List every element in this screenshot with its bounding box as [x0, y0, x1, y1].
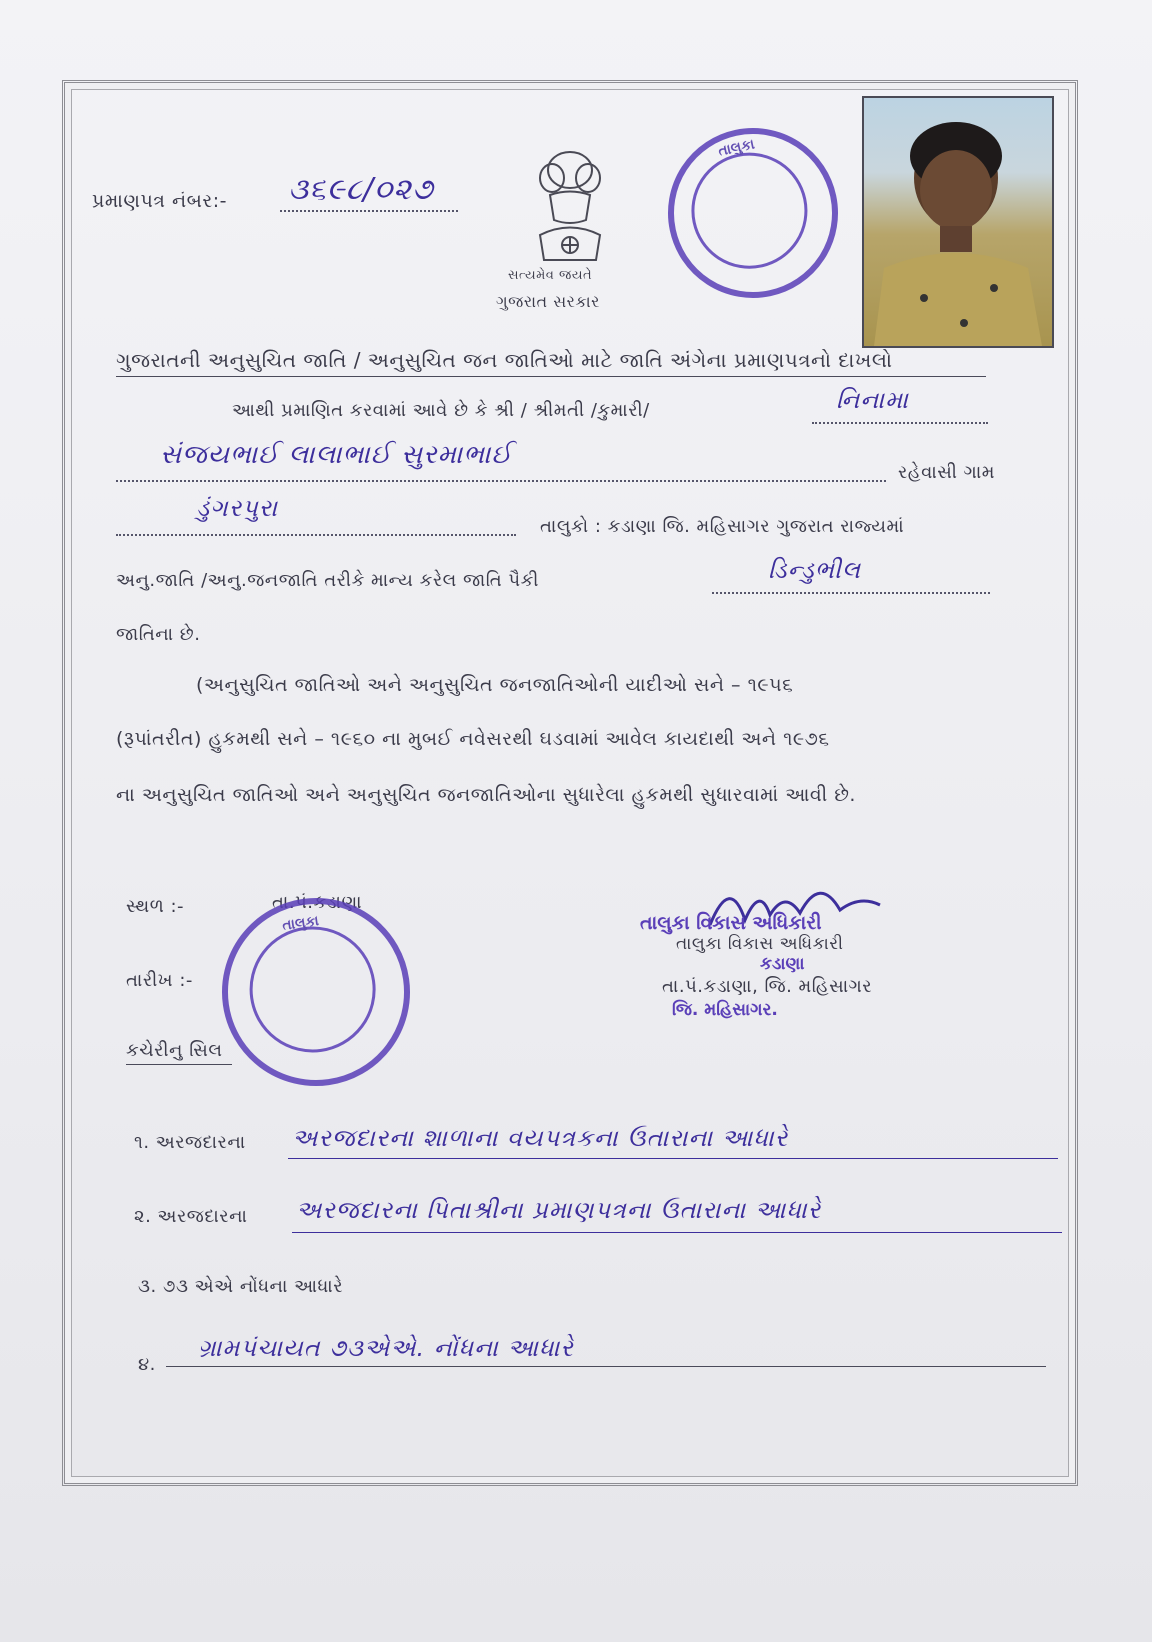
caste-value: ડિન્ડુભીલ — [768, 556, 862, 584]
place-label: સ્થળ :- — [126, 896, 185, 917]
certificate-title: ગુજરાતની અનુસુચિત જાતિ / અનુસુચિત જન જાતિઓ માટે જાતિ અંગેના પ્રમાણપત્રનો દાખલો — [116, 348, 893, 372]
emblem-caption: ગુજરાત સરકાર — [496, 292, 600, 311]
date-label: તારીખ :- — [126, 970, 193, 991]
paragraph-line-2: (રૂપાંતરીત) હુકમથી સને – ૧૯૬૦ ના મુબઈ નવેસરથી ઘડવામાં આવેલ કાયદાથી અને ૧૯૭૬ — [116, 728, 830, 750]
seal-label-underline — [126, 1064, 232, 1065]
office-seal-label: કચેરીનુ સિલ — [126, 1040, 223, 1061]
officer-stamp-place: કડાણા — [760, 954, 805, 974]
officer-stamp-title: તાલુકા વિકાસ અધિકારી — [640, 912, 822, 934]
surname-value: નિનામા — [836, 386, 909, 414]
place-value: તા.પં.કડાણા — [272, 892, 363, 913]
surname-dotted-line — [812, 422, 988, 424]
paragraph-line-1: (અનુસુચિત જાતિઓ અને અનુસુચિત જનજાતિઓની યાદીઓ સને – ૧૯૫૬ — [196, 674, 794, 696]
item-4-label: ૪. — [138, 1354, 156, 1375]
taluka-district-text: તાલુકો : કડાણા જિ. મહિસાગર ગુજરાત રાજ્યમાં — [540, 516, 905, 537]
item-4-value: ગ્રામપંચાયત ૭૩એએ. નોંધના આધારે — [198, 1334, 574, 1362]
number-dotted-line — [280, 210, 458, 212]
officer-office: તા.પં.કડાણા, જિ. મહિસાગર — [662, 976, 873, 997]
name-dotted-line — [116, 480, 886, 482]
caste-list-text: અનુ.જાતિ /અનુ.જનજાતિ તરીકે માન્ય કરેલ જાતિ પૈકી — [116, 570, 539, 591]
certificate-number-label: પ્રમાણપત્ર નંબર:- — [92, 190, 228, 212]
item-1-line — [288, 1158, 1058, 1159]
item-4-line — [166, 1366, 1046, 1367]
title-underline — [116, 376, 986, 377]
caste-suffix-text: જાતિના છે. — [116, 624, 201, 645]
name-value: સંજયભાઈ લાલાભાઈ સુરમાભાઈ — [160, 440, 513, 470]
emblem-motto: સત્યમેવ જયતે — [508, 268, 593, 283]
applicant-photo — [862, 96, 1054, 348]
item-2-line — [292, 1232, 1062, 1233]
resident-village-label: રહેવાસી ગામ — [898, 462, 995, 483]
office-seal-bottom: તાલુકા — [210, 886, 422, 1098]
certify-text: આથી પ્રમાણિત કરવામાં આવે છે કે શ્રી / શ્રીમતી /કુમારી/ — [232, 400, 650, 421]
village-value: ડુંગરપુરા — [196, 494, 278, 522]
caste-dotted-line — [712, 592, 990, 594]
item-1-label: ૧. અરજદારના — [134, 1132, 246, 1153]
officer-designation: તાલુકા વિકાસ અધિકારી — [676, 934, 844, 954]
paragraph-line-3: ના અનુસુચિત જાતિઓ અને અનુસુચિત જનજાતિઓના સુધારેલા હુકમથી સુધારવામાં આવી છે. — [116, 784, 856, 806]
village-dotted-line — [116, 534, 516, 536]
item-2-value: અરજદારના પિતાશ્રીના પ્રમાણપત્રના ઉતારાના આધારે — [296, 1196, 822, 1224]
item-3-label: ૩. ૭૩ એએ નોંધના આધારે — [138, 1276, 344, 1297]
officer-stamp-district: જિ. મહિસાગર. — [672, 1000, 778, 1020]
item-1-value: અરજદારના શાળાના વયપત્રકના ઉતારાના આધારે — [292, 1124, 789, 1152]
office-seal-top: તાલુકા — [652, 112, 854, 314]
certificate-number-value: ૩૬૯૮/૦૨૭ — [288, 172, 434, 207]
item-2-label: ૨. અરજદારના — [134, 1206, 248, 1227]
